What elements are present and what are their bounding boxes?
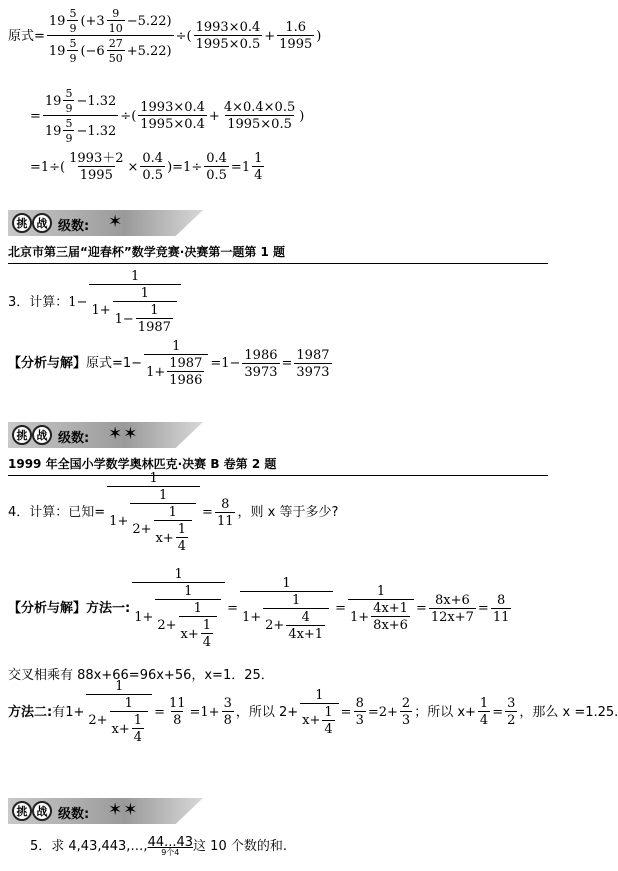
formula-3: =1÷( $\frac{1993+2}{1995}$ × $\frac{0.4}{0.5}$ )=1÷ $\frac{0.4}{0.5}$ =1 1 4	[30, 151, 263, 183]
challenge-badge-icon: 战	[32, 213, 52, 233]
question-4: 4．计算：已知= 1 1+ 1 2+ 1 x+ $\frac{1}{4}$ = $\frac{8}{11}$ ，则 x 等于多少?	[8, 471, 339, 554]
challenge-badge-icon: 挑	[12, 425, 32, 445]
question-3: 3．计算： 1− 1 1+ 1 1− $\frac{1}{1987}$	[8, 270, 183, 334]
cross-multiply-line: 交叉相乘有 88x+66=96x+56，x=1．25．	[8, 668, 274, 683]
question-5: 5．求 4,43,443,…, 44...43 9个4 这 10 个数的和.	[30, 835, 287, 857]
big-fraction: 19 5 9 (+3 9 10 −5.22) 19 5 9 (−6 27 50 +5.22)	[48, 7, 172, 65]
answer-3: 【分析与解】 原式=1− 1 1+ $\frac{1987}{1986}$ =1− $\frac{1986}{3973}$ = $\frac{1987}{3973}$	[8, 339, 330, 388]
challenge-badge-icon: 战	[32, 801, 52, 821]
challenge-badge-icon: 战	[32, 425, 52, 445]
star-icon: ✶	[108, 212, 124, 232]
method-2: 方法二: 有1+ 1 2+ 1 x+ $\frac{1}{4}$ = $\frac{11}{8}$ =1+ $\frac{3}{8}$ ，所以 2+ 1 x+ $\frac{1}{4}$ = $\frac{8}{3}$ =2+ $\frac{2}{3}$ ；所以 x+ $\frac{1}{4}$ = $\frac{3}{2}$ ，那么 x =1.25.	[8, 679, 618, 745]
method-1: 【分析与解】方法一: 1 1+ 1 2+ 1 x+ $\frac{1}{4}$ = 1 1+ 1 2+ $\frac{4}{4x+1}$ = 1 1+ $\frac{4x+1}{8x+6}$ = $\frac{8x+6}{12x+7}$ = $\frac{8}{11}$	[8, 567, 510, 650]
formula-1: 原式= 19 5 9 (+3 9 10 −5.22) 19 5 9 (−6 27 50 +5.22) ÷( 1993×0.4 1995×0.5 + $\frac{1.6}{1995}$ )	[8, 7, 322, 65]
star-icon: ✶✶	[108, 800, 139, 820]
challenge-level-bar: 挑 战 级数: ✶	[8, 210, 203, 236]
star-icon: ✶✶	[108, 424, 139, 444]
challenge-level-bar: 挑 战 级数: ✶✶	[8, 798, 203, 824]
challenge-level-bar: 挑 战 级数: ✶✶	[8, 422, 203, 448]
challenge-badge-icon: 挑	[12, 213, 32, 233]
source-line: 北京市第三届“迎春杯”数学竞赛·决赛第一题第 1 题	[8, 243, 548, 264]
formula-2: = 19 5 9 −1.32 19 5 9 −1.32 ÷( 1993×0.4 1995×0.4 + $\frac{4\times 0.4\times 0.5}{1995\times 0.5}$ )	[30, 87, 305, 145]
challenge-badge-icon: 挑	[12, 801, 32, 821]
source-line: 1999 年全国小学数学奥林匹克·决赛 B 卷第 2 题	[8, 455, 548, 476]
